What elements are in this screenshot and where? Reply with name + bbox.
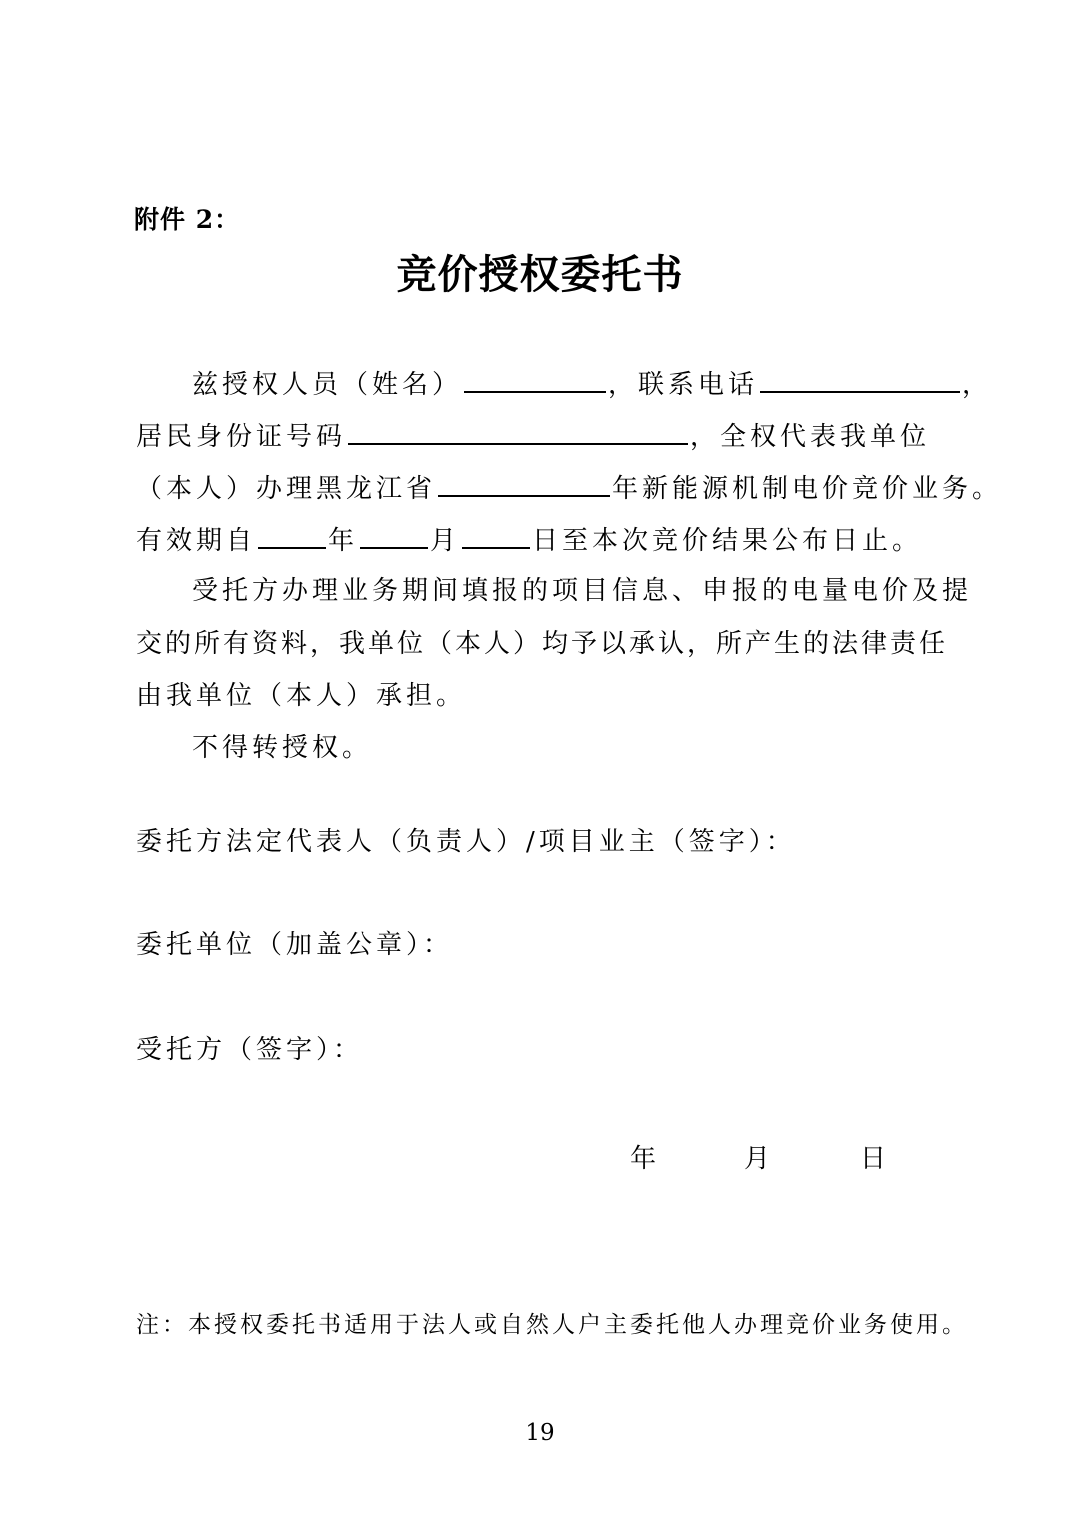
document-title: 竞价授权委托书 — [396, 251, 684, 298]
paragraph-2-line-1: 受托方办理业务期间填报的项目信息、申报的电量电价及提 — [192, 576, 973, 606]
validity-end-text: 日至本次竞价结果公布日止。 — [532, 526, 923, 556]
validity-label: 有效期自 — [136, 526, 257, 556]
legal-representative-signature: 委托方法定代表人（负责人）/项目业主（签字）： — [136, 827, 796, 857]
name-label: 兹授权人员（姓名） — [192, 370, 463, 400]
business-text: 年新能源机制电价竞价业务。 — [612, 474, 1003, 504]
year-blank — [438, 469, 610, 497]
paragraph-line-3 — [136, 469, 1003, 506]
valid-day-blank — [462, 521, 530, 549]
paragraph-line-1 — [192, 365, 1002, 402]
date-day: 日 — [860, 1144, 887, 1174]
date-month: 月 — [744, 1144, 771, 1174]
paragraph-2-line-2: 交的所有资料，我单位（本人）均予以承认，所产生的法律责任 — [136, 629, 949, 659]
phone-blank — [760, 365, 960, 393]
full-authority-text: ，全权代表我单位 — [690, 422, 931, 452]
unit-seal-line: 委托单位（加盖公章）： — [136, 930, 454, 960]
paragraph-2-line-3: 由我单位（本人）承担。 — [136, 681, 467, 711]
date-year: 年 — [630, 1144, 657, 1174]
name-blank — [464, 365, 606, 393]
page-number: 19 — [525, 1420, 555, 1446]
paragraph-line-4 — [136, 521, 946, 558]
paragraph-line-2 — [136, 417, 946, 454]
year-char: 年 — [328, 526, 359, 556]
month-char: 月 — [430, 526, 461, 556]
attachment-label: 附件 2： — [134, 205, 241, 234]
phone-label: ，联系电话 — [608, 370, 759, 400]
id-number-blank — [348, 417, 688, 445]
valid-year-blank — [258, 521, 326, 549]
id-label: 居民身份证号码 — [136, 422, 347, 452]
trustee-signature: 受托方（签字）： — [136, 1035, 364, 1065]
footnote: 注：本授权委托书适用于法人或自然人户主委托他人办理竞价业务使用。 — [136, 1312, 968, 1338]
no-sub-authorization: 不得转授权。 — [192, 733, 373, 763]
comma: ， — [962, 370, 993, 400]
handle-text: （本人）办理黑龙江省 — [136, 474, 437, 504]
valid-month-blank — [360, 521, 428, 549]
